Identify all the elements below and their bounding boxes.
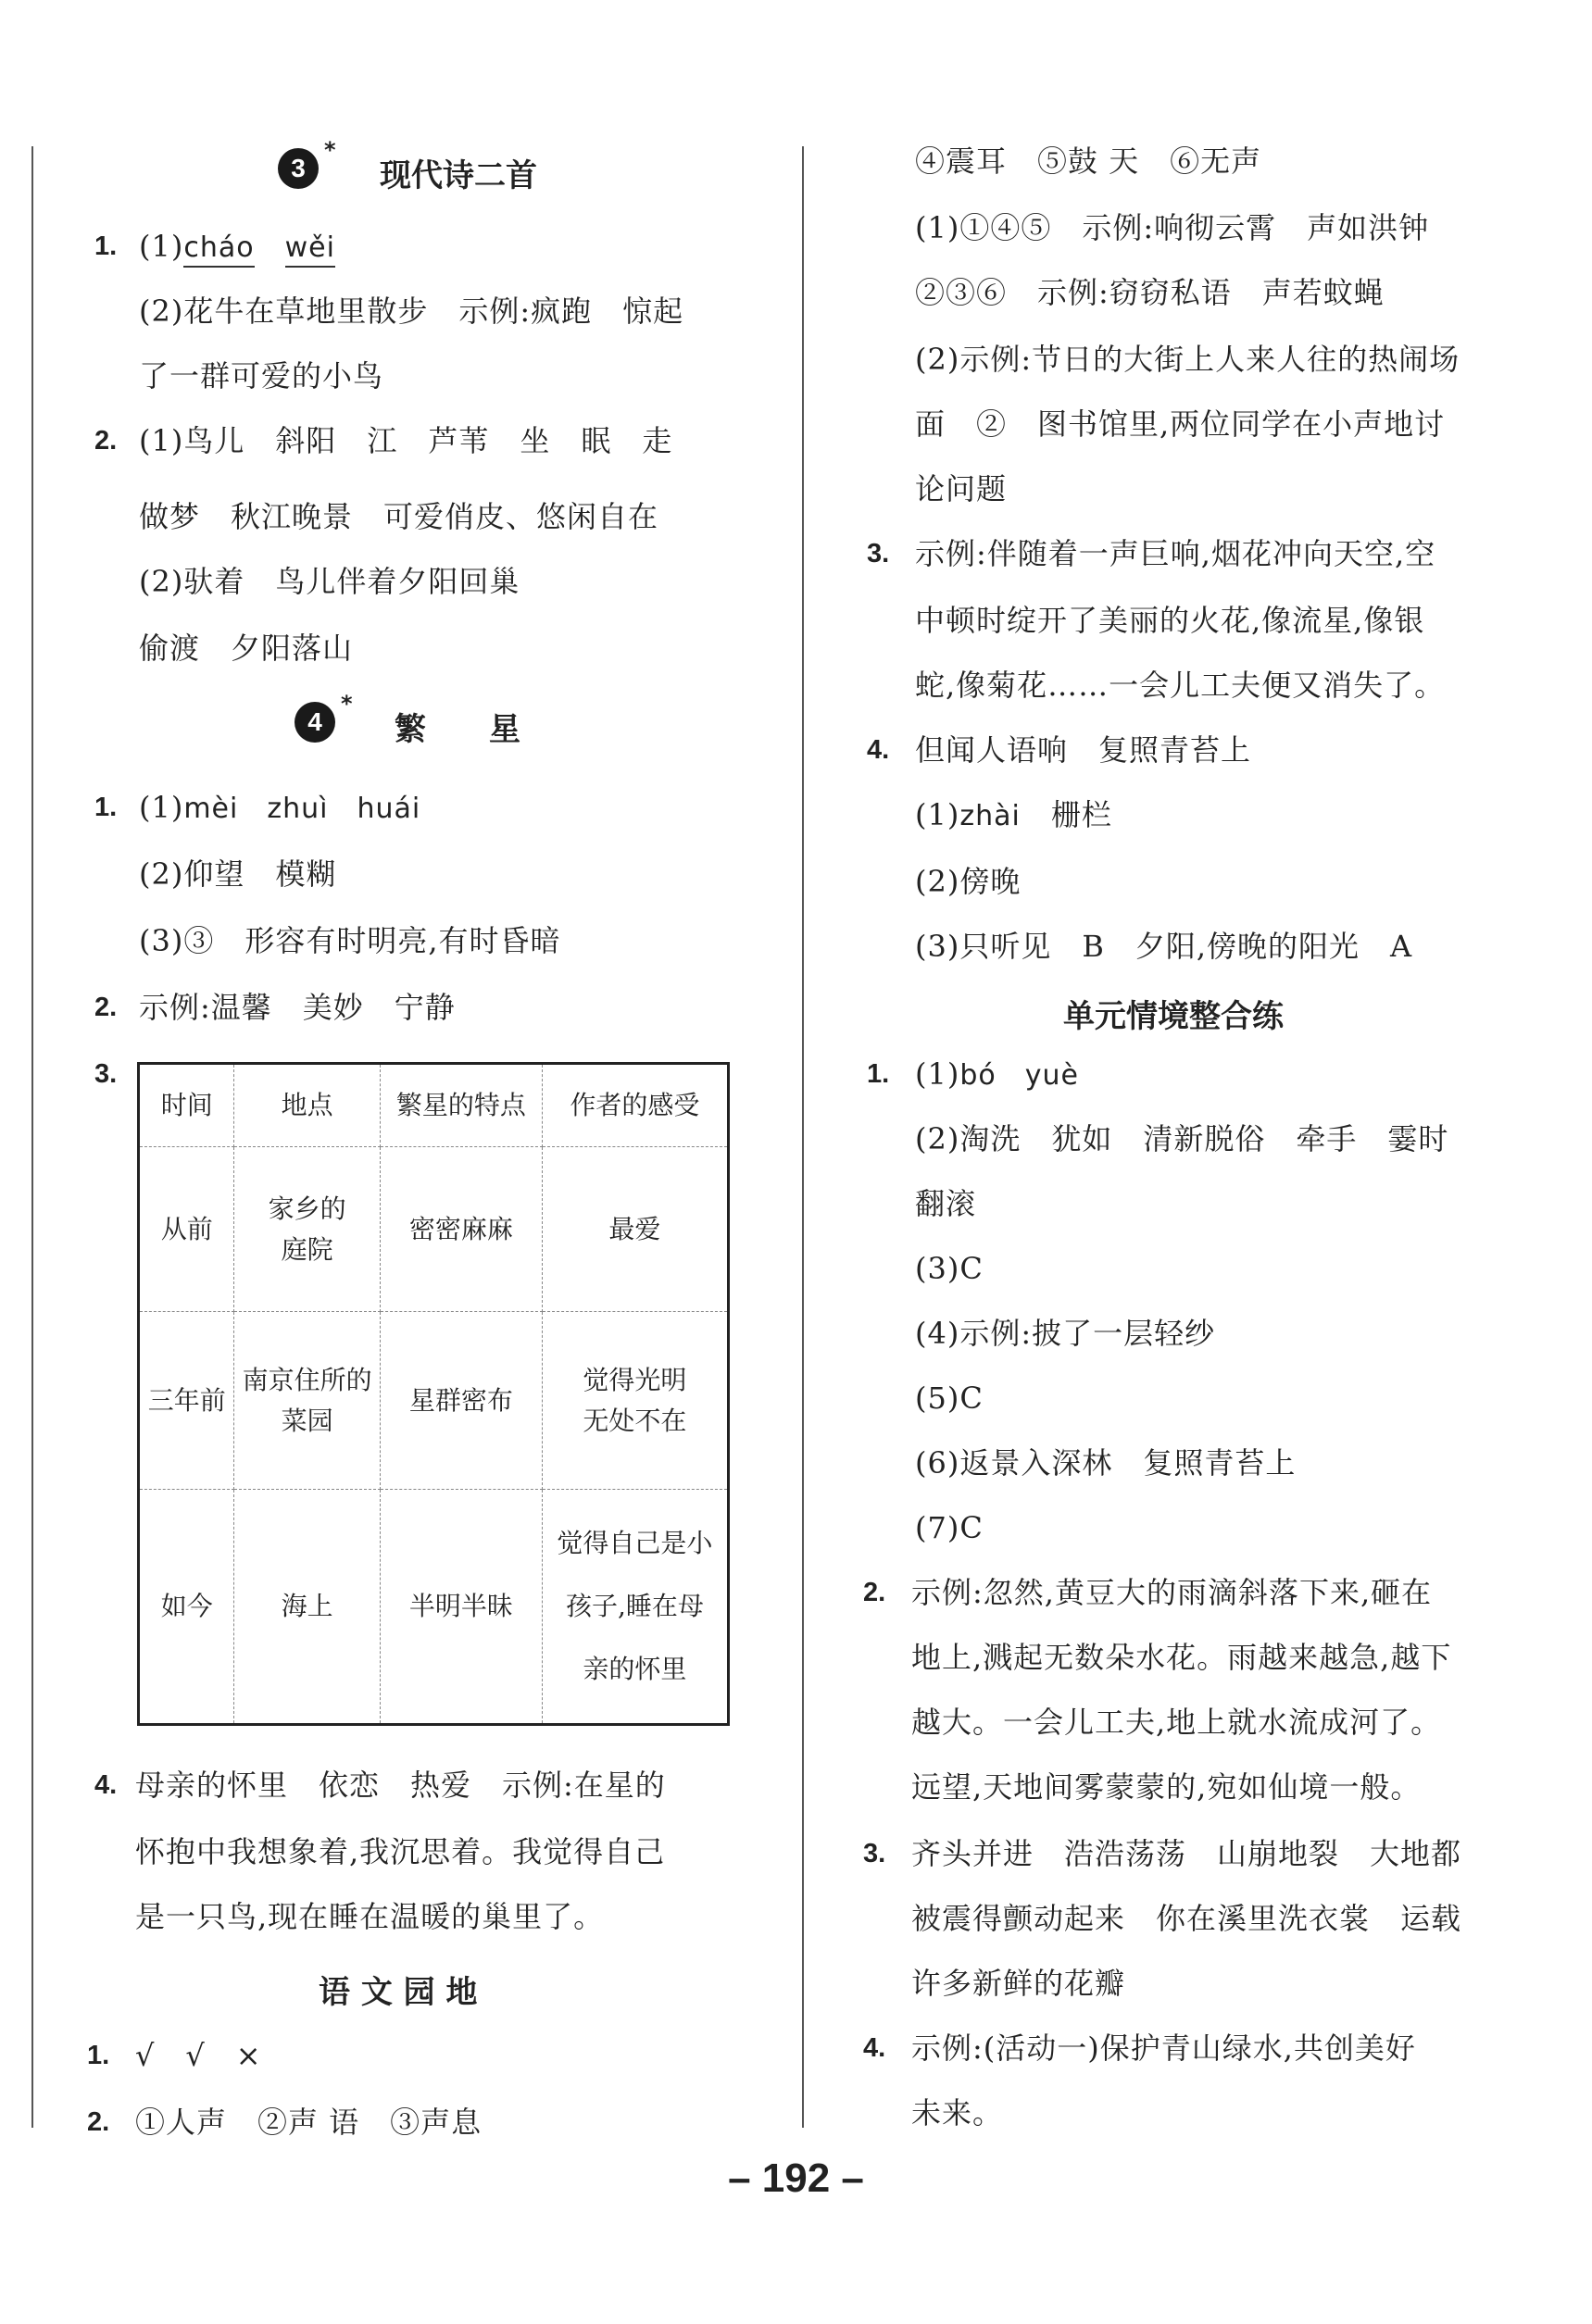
- table-cell: 海上: [234, 1490, 381, 1725]
- lesson-3-star: *: [324, 137, 336, 163]
- answer-line: (1)zhài 栅栏: [915, 797, 1112, 832]
- answer-line: 怀抱中我想象着,我沉思着。我觉得自己: [135, 1834, 666, 1869]
- answer-line: 偷渡 夕阳落山: [139, 631, 354, 666]
- answer-line: 翻滚: [915, 1186, 977, 1221]
- question-number: 1.: [87, 2041, 110, 2070]
- question-number: 3.: [94, 1059, 118, 1089]
- answer-line: (7)C: [915, 1510, 984, 1545]
- answer-line: 蛇,像菊花……一会儿工夫便又消失了。: [915, 668, 1446, 703]
- lesson-4-title: 繁 星: [395, 711, 520, 748]
- answer-line: 齐头并进 浩浩荡荡 山崩地裂 大地都: [911, 1836, 1462, 1871]
- answer-line: (2)淘洗 犹如 清新脱俗 牵手 霎时: [915, 1121, 1449, 1156]
- table-cell: 觉得自己是小孩子,睡在母亲的怀里: [542, 1490, 728, 1725]
- answer-line: (3)③ 形容有时明亮,有时昏暗: [139, 923, 561, 958]
- question-number: 4.: [867, 735, 890, 765]
- question-number: 1.: [94, 793, 118, 822]
- table-cell: 星群密布: [380, 1312, 542, 1490]
- answer-line: 越大。一会儿工夫,地上就水流成河了。: [911, 1705, 1442, 1740]
- answer-line: 面 ② 图书馆里,两位同学在小声地讨: [915, 406, 1446, 442]
- table-header-row: [139, 1064, 729, 1147]
- lesson-4-badge: 4: [295, 702, 335, 743]
- answer-line: 远望,天地间雾蒙蒙的,宛如仙境一般。: [911, 1769, 1422, 1805]
- table-cell: 密密麻麻: [380, 1147, 542, 1312]
- answer-line: (5)C: [915, 1381, 984, 1416]
- question-number: 3.: [863, 1839, 886, 1868]
- question-number: 4.: [94, 1770, 118, 1800]
- answer-line: (6)返景入深林 复照青苔上: [915, 1445, 1297, 1481]
- answer-line: 做梦 秋江晚景 可爱俏皮、悠闲自在: [139, 499, 659, 534]
- answer-line: 母亲的怀里 依恋 热爱 示例:在星的: [135, 1768, 666, 1803]
- page-number: – 192 –: [728, 2155, 864, 2201]
- answer-line: 示例:伴随着一声巨响,烟花冲向天空,空: [915, 536, 1436, 571]
- question-number: 1.: [867, 1059, 890, 1089]
- answer-line: (2)驮着 鸟儿伴着夕阳回巢: [139, 564, 520, 599]
- answer-line: (1)鸟儿 斜阳 江 芦苇 坐 眠 走: [139, 423, 673, 458]
- answer-line: 示例:忽然,黄豆大的雨滴斜落下来,砸在: [911, 1575, 1433, 1610]
- answer-line: (3)C: [915, 1251, 984, 1286]
- table-header: 地点: [234, 1064, 381, 1147]
- table-header: 繁星的特点: [380, 1064, 542, 1147]
- lesson-3-badge: 3: [278, 148, 319, 189]
- pinyin-answer: zhài: [959, 800, 1021, 832]
- section-title-unit: 单元情境整合练: [1063, 998, 1284, 1035]
- answer-line: (2)示例:节日的大街上人来人往的热闹场: [915, 342, 1460, 377]
- answer-line: 中顿时绽开了美丽的火花,像流星,像银: [915, 603, 1425, 638]
- answer-line: (3)只听见 B 夕阳,傍晚的阳光 A: [915, 929, 1413, 964]
- column-divider: [802, 146, 804, 2128]
- answer-line: 被震得颤动起来 你在溪里洗衣裳 运载: [911, 1901, 1462, 1936]
- question-number: 2.: [87, 2107, 110, 2137]
- lesson-4-star: *: [341, 691, 353, 717]
- table-cell: 最爱: [542, 1147, 728, 1312]
- table-cell: 南京住所的菜园: [234, 1312, 381, 1490]
- table-row: [139, 1312, 729, 1490]
- table-row: [139, 1147, 729, 1312]
- pinyin-answer: wěi: [285, 231, 335, 268]
- question-number: 2.: [94, 993, 118, 1022]
- table-cell: 三年前: [139, 1312, 234, 1490]
- left-margin-rule: [31, 146, 33, 2128]
- table-cell: 觉得光明无处不在: [542, 1312, 728, 1490]
- answer-line: (2)仰望 模糊: [139, 856, 337, 892]
- table-cell: 家乡的庭院: [234, 1147, 381, 1312]
- section-title-garden: 语 文 园 地: [319, 1974, 478, 2011]
- answer-line: (1)bó yuè: [915, 1056, 1079, 1092]
- answer-line: (1)cháo wěi: [139, 226, 335, 269]
- answer-line: 示例:(活动一)保护青山绿水,共创美好: [911, 2030, 1416, 2066]
- answer-line: 但闻人语响 复照青苔上: [915, 732, 1252, 768]
- question-number: 3.: [867, 539, 890, 569]
- pinyin-answer: mèi zhuì huái: [183, 793, 421, 825]
- answer-line: 未来。: [911, 2095, 1004, 2130]
- table-header: 时间: [139, 1064, 234, 1147]
- answer-line: 了一群可爱的小鸟: [139, 358, 384, 394]
- table-cell: 半明半昧: [380, 1490, 542, 1725]
- answer-line: ④震耳 ⑤鼓 天 ⑥无声: [915, 144, 1262, 179]
- answer-line: (1)①④⑤ 示例:响彻云霄 声如洪钟: [915, 210, 1430, 245]
- question-number: 4.: [863, 2033, 886, 2063]
- answer-line: (4)示例:披了一层轻纱: [915, 1316, 1216, 1351]
- pinyin-answer: bó yuè: [959, 1059, 1079, 1092]
- answer-line: 论问题: [915, 471, 1008, 506]
- answer-line: ②③⑥ 示例:窃窃私语 声若蚊蝇: [915, 275, 1385, 310]
- answer-line: 许多新鲜的花瓣: [911, 1966, 1126, 2001]
- answer-line: √ √ ×: [135, 2038, 262, 2073]
- stars-table: [137, 1062, 730, 1726]
- pinyin-answer: cháo: [183, 231, 254, 268]
- answer-line: (2)花牛在草地里散步 示例:疯跑 惊起: [139, 294, 684, 329]
- table-row: [139, 1490, 729, 1725]
- lesson-3-title: 现代诗二首: [380, 157, 537, 194]
- question-number: 2.: [94, 426, 118, 456]
- question-number: 1.: [94, 231, 118, 261]
- answer-line: 是一只鸟,现在睡在温暖的巢里了。: [135, 1899, 605, 1934]
- answer-line: (2)傍晚: [915, 864, 1022, 899]
- question-number: 2.: [863, 1578, 886, 1607]
- answer-line: ①人声 ②声 语 ③声息: [135, 2105, 483, 2140]
- table-cell: 如今: [139, 1490, 234, 1725]
- table-cell: 从前: [139, 1147, 234, 1312]
- answer-line: (1)mèi zhuì huái: [139, 790, 421, 825]
- answer-line: 地上,溅起无数朵水花。雨越来越急,越下: [911, 1640, 1452, 1675]
- answer-line: 示例:温馨 美妙 宁静: [139, 990, 456, 1025]
- table-header: 作者的感受: [542, 1064, 728, 1147]
